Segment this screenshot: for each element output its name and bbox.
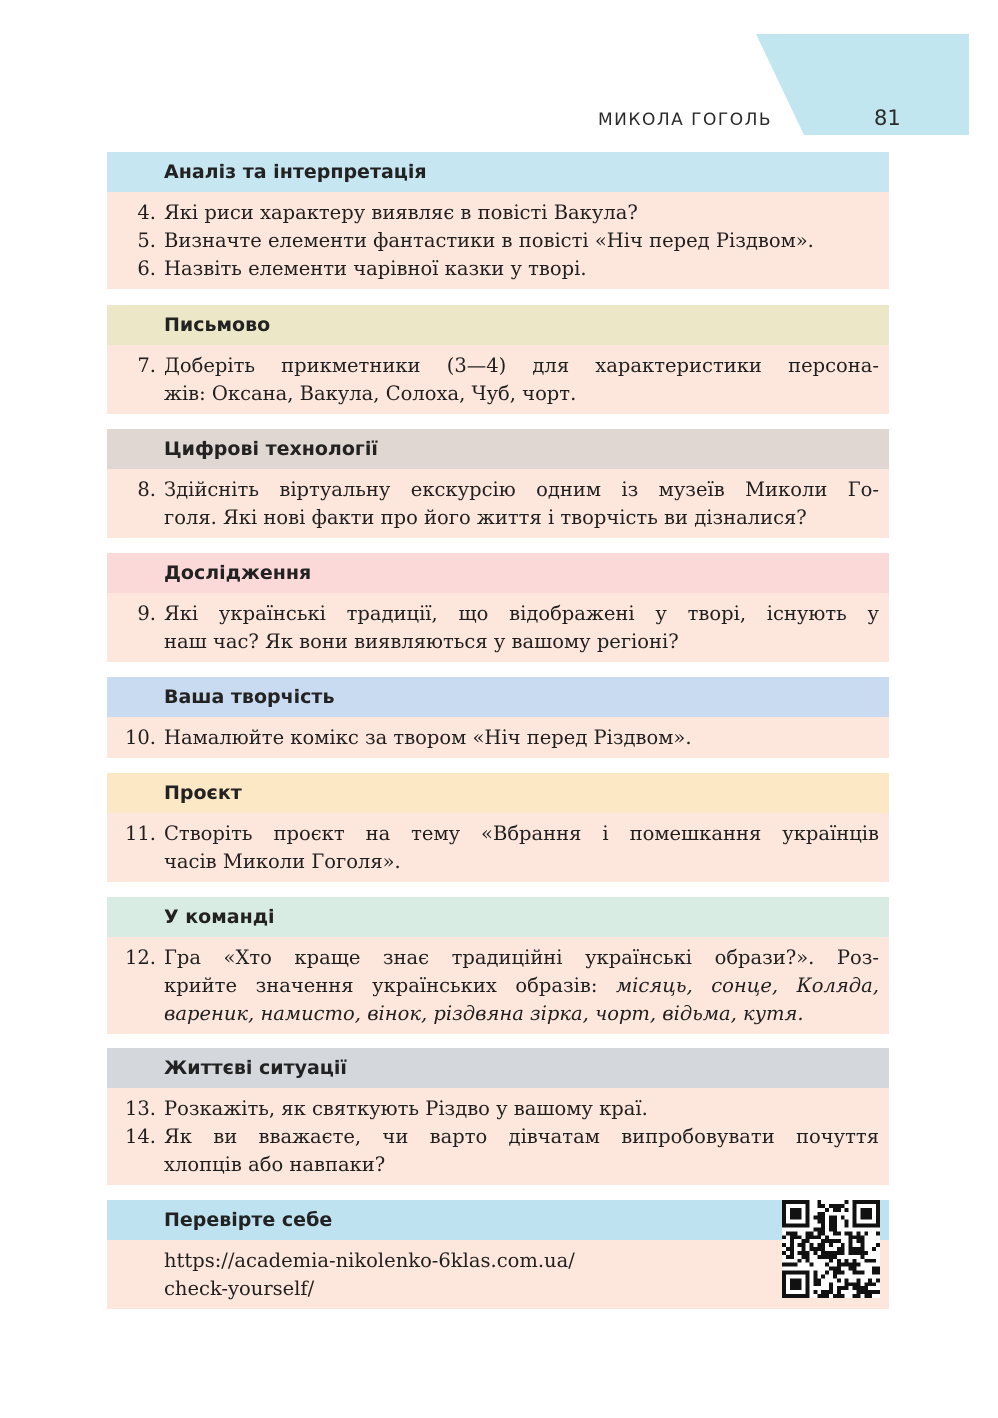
running-title: МИКОЛА ГОГОЛЬ — [598, 110, 773, 130]
section-title: Проєкт — [107, 773, 889, 813]
task-number: 5. — [137, 229, 156, 252]
task-text: Доберіть прикметники (3—4) для характеристики персона- — [164, 354, 879, 377]
task-text: жів: Оксана, Вакула, Солоха, Чуб, чорт. — [164, 382, 577, 405]
task-text: голя. Які нові факти про його життя і творчість ви дізналися? — [164, 506, 807, 529]
qr-code-icon[interactable] — [782, 1200, 880, 1298]
page-number: 81 — [874, 106, 901, 130]
task-text: Назвіть елементи чарівної казки у творі. — [164, 257, 587, 280]
section-digital — [107, 429, 889, 538]
section-team — [107, 897, 889, 1034]
task-item — [107, 820, 879, 876]
task-text: Як ви вважаєте, чи варто дівчатам випробовувати почуття — [164, 1125, 879, 1148]
task-text: часів Миколи Гоголя». — [164, 850, 401, 873]
section-title: У команді — [107, 897, 889, 937]
task-number — [107, 1247, 164, 1303]
section-body — [107, 1240, 889, 1309]
task-text-italic: вареник, намисто, вінок, різдвяна зірка, чорт, відьма, кутя. — [164, 1002, 804, 1025]
task-number: 12. — [124, 946, 156, 969]
task-item — [107, 255, 879, 283]
task-number: 10. — [124, 726, 156, 749]
section-body — [107, 1088, 889, 1185]
task-number: 9. — [137, 602, 156, 625]
task-item — [107, 199, 879, 227]
task-text: Гра «Хто краще знає традиційні українські образи?». Роз- — [164, 946, 879, 969]
task-text-line — [164, 972, 879, 1000]
section-body — [107, 593, 889, 662]
self-check-link[interactable]: https://academia-nikolenko-6klas.com.ua/ — [164, 1249, 575, 1272]
task-item — [107, 227, 879, 255]
self-check-link[interactable]: check-yourself/ — [164, 1277, 315, 1300]
task-number: 6. — [137, 257, 156, 280]
page-corner-tab — [756, 34, 969, 135]
task-text: Які українські традиції, що відображені у творі, існують у — [164, 602, 879, 625]
task-item — [107, 1123, 879, 1179]
task-number: 8. — [137, 478, 156, 501]
task-item — [107, 476, 879, 532]
task-item — [107, 1095, 879, 1123]
section-creativity — [107, 677, 889, 758]
section-analysis — [107, 152, 889, 289]
section-body — [107, 937, 889, 1034]
section-title: Цифрові технології — [107, 429, 889, 469]
section-body — [107, 469, 889, 538]
task-text: наш час? Як вони виявляються у вашому регіоні? — [164, 630, 679, 653]
task-number: 4. — [137, 201, 156, 224]
section-life-situations — [107, 1048, 889, 1185]
task-text: Створіть проєкт на тему «Вбрання і помешкання українців — [164, 822, 879, 845]
section-research — [107, 553, 889, 662]
task-text-italic: місяць, сонце, Коляда, — [616, 974, 879, 997]
section-body — [107, 192, 889, 289]
section-self-check — [107, 1200, 889, 1309]
task-item — [107, 600, 879, 656]
task-item — [107, 724, 879, 752]
section-body — [107, 345, 889, 414]
section-body — [107, 813, 889, 882]
task-text: Намалюйте комікс за твором «Ніч перед Різдвом». — [164, 726, 692, 749]
task-text: хлопців або навпаки? — [164, 1153, 386, 1176]
task-text: Розкажіть, як святкують Різдво у вашому краї. — [164, 1097, 648, 1120]
task-text: Здійсніть віртуальну екскурсію одним із музеїв Миколи Го- — [164, 478, 879, 501]
task-number: 7. — [137, 354, 156, 377]
task-number: 13. — [124, 1097, 156, 1120]
section-title: Аналіз та інтерпретація — [107, 152, 889, 192]
section-title: Дослідження — [107, 553, 889, 593]
task-item — [107, 944, 879, 1028]
section-body — [107, 717, 889, 758]
task-item — [107, 352, 879, 408]
task-text: Які риси характеру виявляє в повісті Вакула? — [164, 201, 638, 224]
task-text: Визначте елементи фантастики в повісті «Ніч перед Різдвом». — [164, 229, 814, 252]
section-title: Письмово — [107, 305, 889, 345]
task-number: 14. — [124, 1125, 156, 1148]
section-title: Життєві ситуації — [107, 1048, 889, 1088]
link-item — [107, 1247, 879, 1303]
section-project — [107, 773, 889, 882]
section-title: Ваша творчість — [107, 677, 889, 717]
section-title: Перевірте себе — [107, 1200, 889, 1240]
task-text: крийте значення українських образів: — [164, 974, 616, 997]
task-number: 11. — [124, 822, 156, 845]
section-writing — [107, 305, 889, 414]
